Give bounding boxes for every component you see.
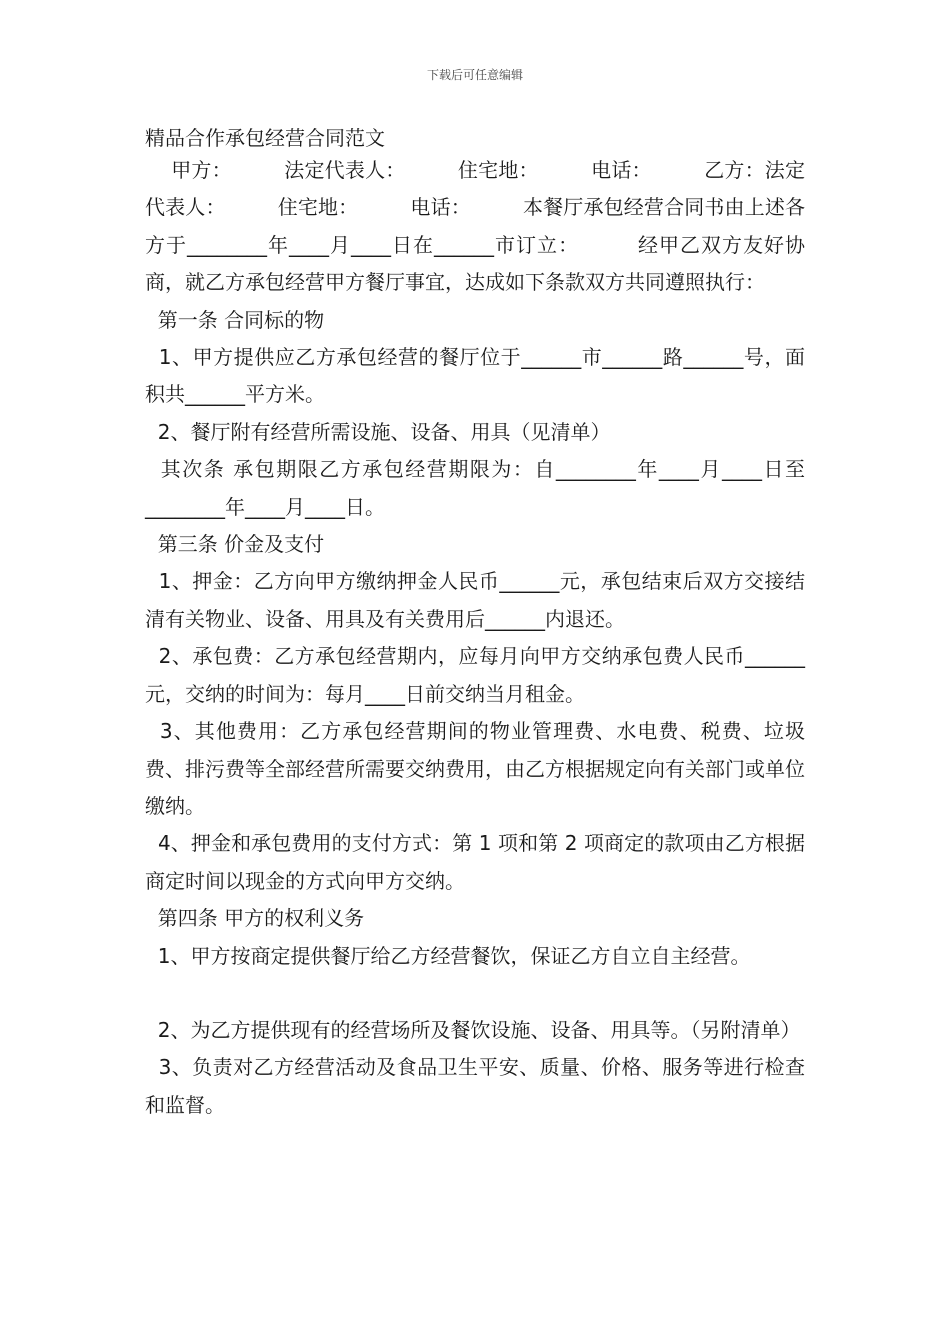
article-3-heading: 第三条 价金及支付 [145, 532, 325, 557]
paragraph-spacer [145, 975, 805, 1012]
page-header-note: 下载后可任意编辑 [426, 68, 523, 82]
article-2-paragraph: 其次条 承包期限乙方承包经营期限为：自________年____月____日至________年____月____日。 [145, 457, 805, 519]
article-1-clause-2: 2、餐厅附有经营所需设施、设备、用具（见清单） [145, 419, 611, 444]
document-title: 精品合作承包经营合同范文 [145, 126, 385, 150]
article-1-clause-1: 1、甲方提供应乙方承包经营的餐厅位于______市______路______号，面积共______平方米。 [145, 345, 805, 407]
article-3-clause-4: 4、押金和承包费用的支付方式：第 1 项和第 2 项商定的款项由乙方根据商定时间以现金的方式向甲方交纳。 [145, 831, 806, 893]
document-body [145, 152, 805, 1124]
article-4-clause-2: 2、为乙方提供现有的经营场所及餐饮设施、设备、用具等。（另附清单） [145, 1017, 801, 1042]
article-1-heading: 第一条 合同标的物 [145, 307, 325, 332]
article-3-clause-2: 2、承包费：乙方承包经营期内，应每月向甲方交纳承包费人民币______元，交纳的时间为：每月____日前交纳当月租金。 [145, 644, 805, 706]
article-4-clause-3: 3、负责对乙方经营活动及食品卫生平安、质量、价格、服务等进行检查和监督。 [145, 1055, 805, 1117]
article-4-clause-1: 1、甲方按商定提供餐厅给乙方经营餐饮，保证乙方自立自主经营。 [145, 943, 751, 968]
article-4-heading: 第四条 甲方的权利义务 [145, 906, 365, 931]
article-3-clause-1: 1、押金：乙方向甲方缴纳押金人民币______元，承包结束后双方交接结清有关物业、设备、用具及有关费用后______内退还。 [145, 569, 805, 631]
article-3-clause-3: 3、其他费用：乙方承包经营期间的物业管理费、水电费、税费、垃圾费、排污费等全部经营所需要交纳费用，由乙方根据规定向有关部门或单位缴纳。 [145, 719, 805, 818]
intro-paragraph: 甲方： 法定代表人： 住宅地： 电话： 乙方：法定代表人： 住宅地： 电话： 本餐厅承包经营合同书由上述各方于________年____月____日在______市订立： 经甲乙双方友好协商，就乙方承包经营甲方餐厅事宜，达成如下条款双方共同遵照执行： [145, 158, 806, 295]
